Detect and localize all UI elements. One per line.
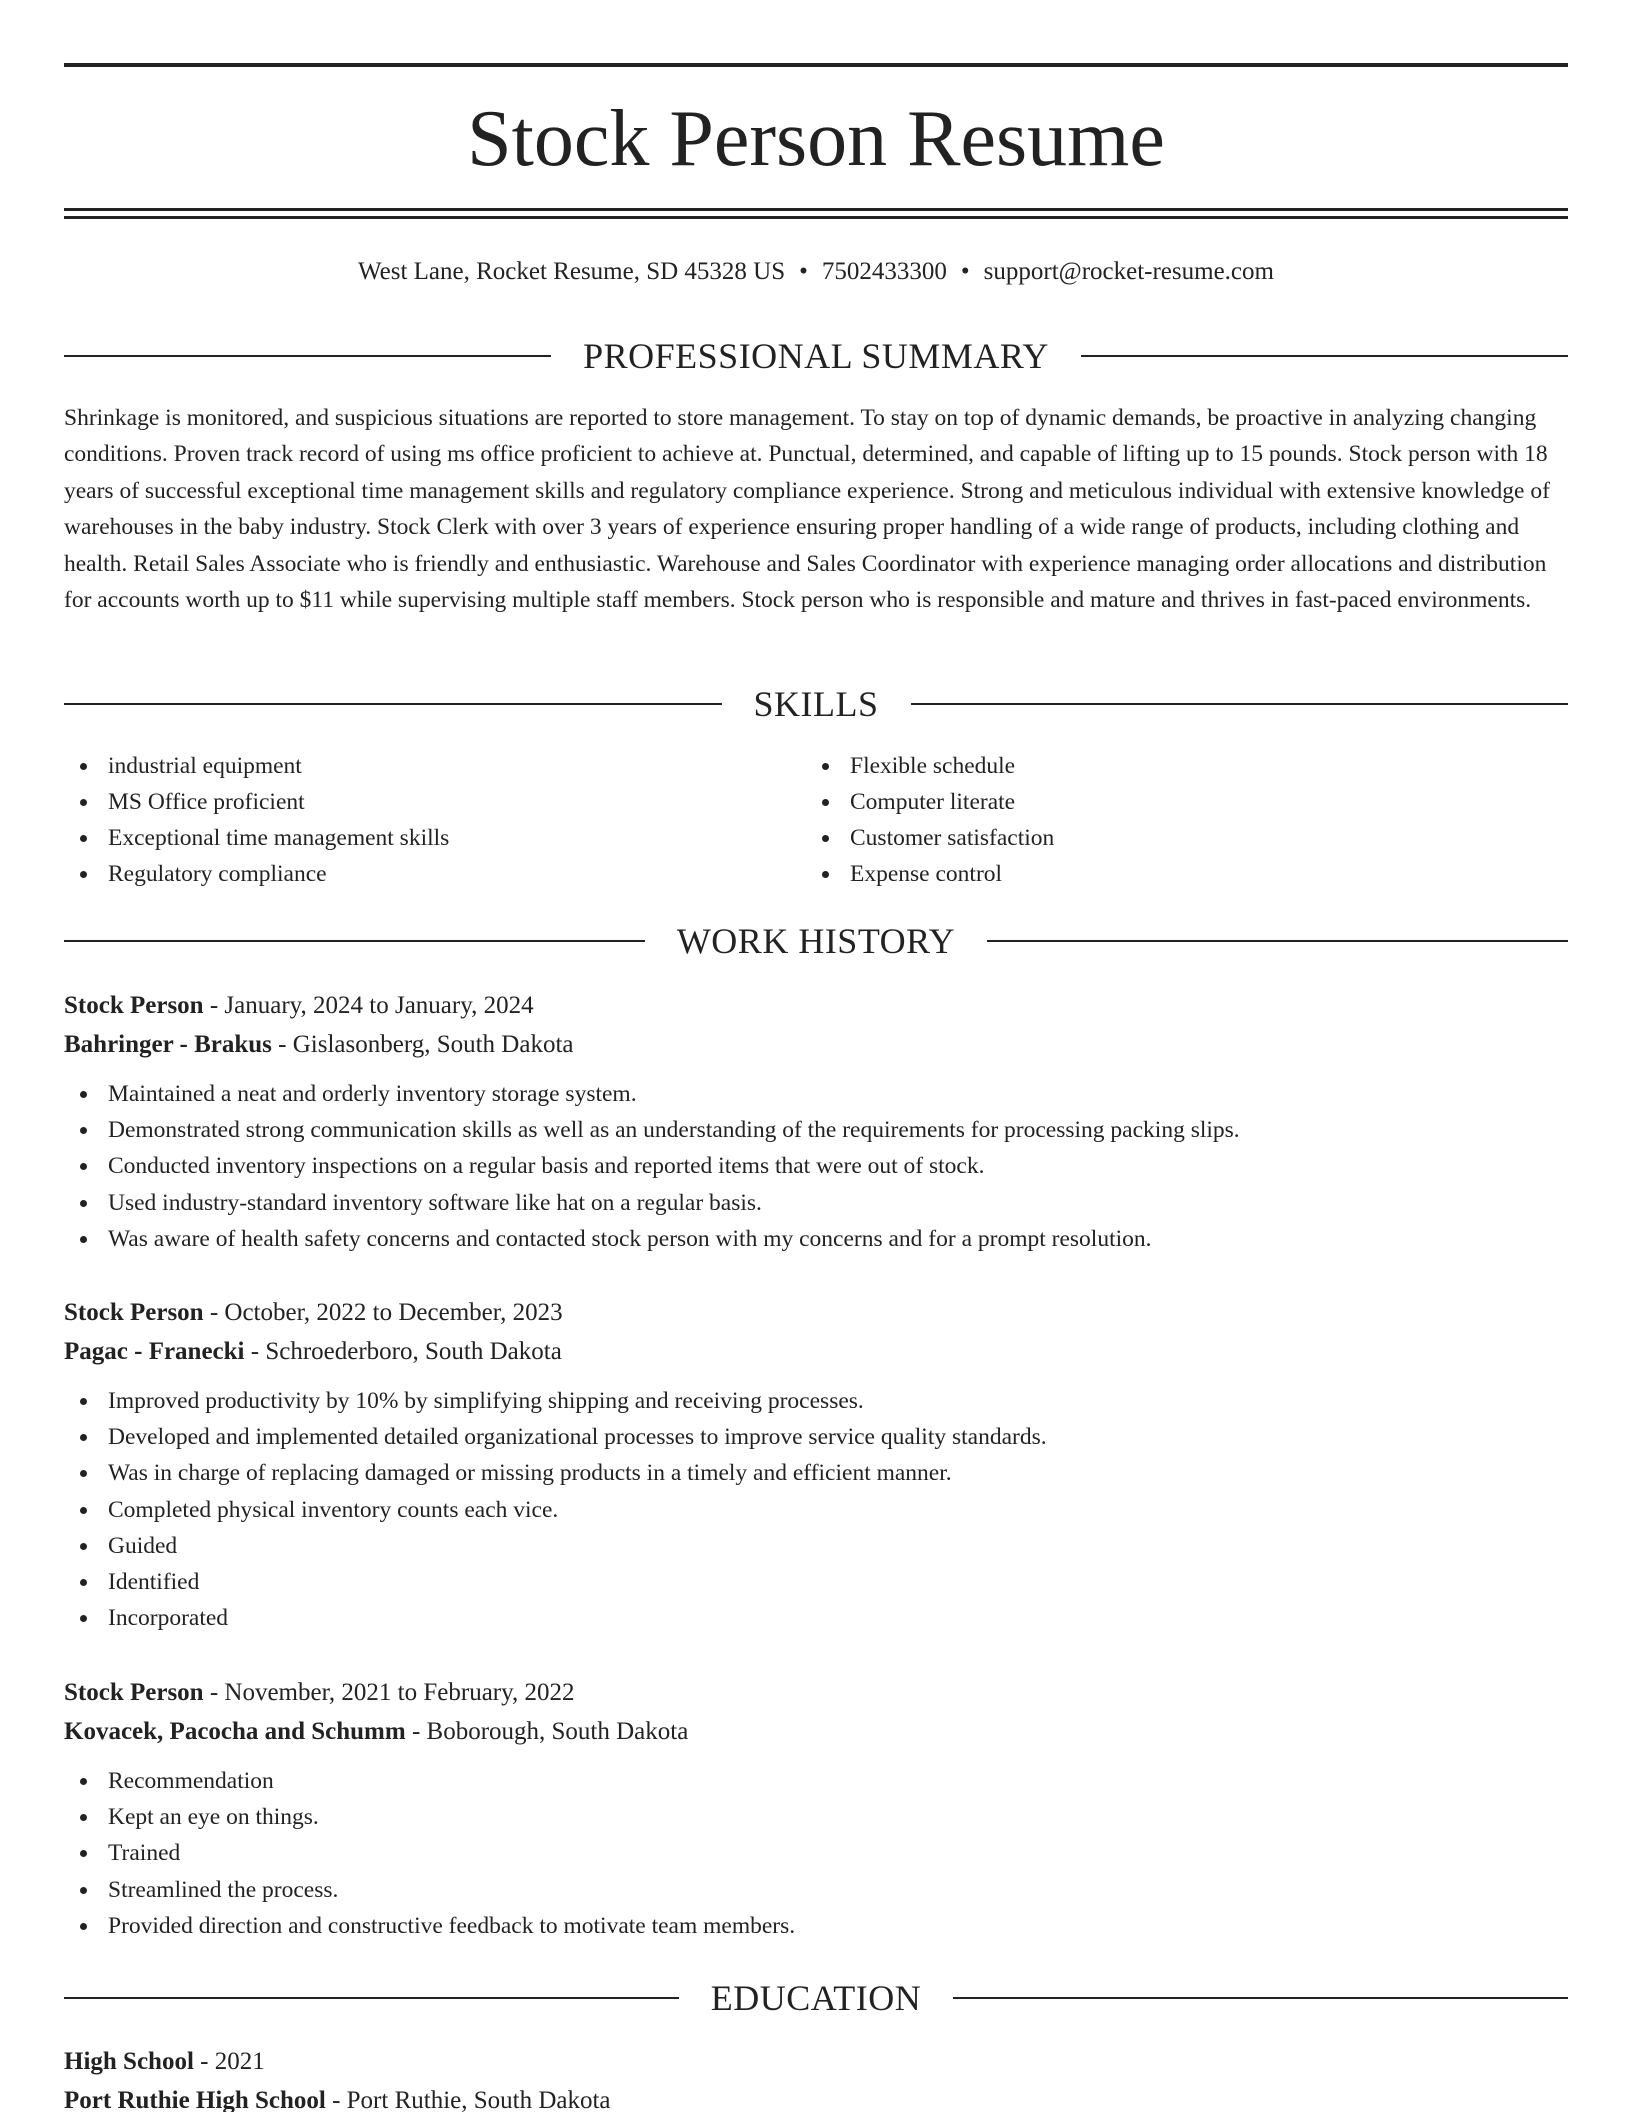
contact-line	[64, 256, 1568, 288]
education-degree: High School	[64, 2048, 194, 2075]
section-header-skills	[64, 684, 1568, 724]
education-location: - Port Ruthie, South Dakota	[325, 2087, 611, 2112]
job-bullet: Was aware of health safety concerns and contacted stock person with my concerns and for a prompt resolution.	[64, 1221, 1568, 1257]
job-bullet: Was in charge of replacing damaged or missing products in a timely and efficient manner.	[64, 1455, 1568, 1491]
skills-column-right	[806, 748, 1548, 892]
skill-item: Flexible schedule	[806, 748, 1548, 784]
contact-separator: •	[960, 258, 970, 285]
education-year: - 2021	[193, 2048, 265, 2075]
contact-separator: •	[799, 258, 808, 285]
contact-address: West Lane, Rocket Resume, SD 45328 US	[358, 258, 786, 285]
job-company-line	[64, 1712, 1568, 1751]
job-bullets	[64, 1383, 1568, 1636]
education-degree-line	[64, 2042, 1568, 2081]
education-entry	[64, 2042, 1568, 2112]
skills-list	[64, 748, 1568, 892]
section-header-work-history	[64, 921, 1568, 961]
job-bullet: Conducted inventory inspections on a regular basis and reported items that were out of stock.	[64, 1148, 1568, 1184]
job-bullet: Used industry-standard inventory software like hat on a regular basis.	[64, 1185, 1568, 1221]
contact-phone: 7502433300	[821, 258, 947, 285]
skill-item: Computer literate	[806, 784, 1548, 820]
contact-email: support@rocket-resume.com	[983, 258, 1274, 285]
job-dates: - November, 2021 to February, 2022	[203, 1679, 575, 1706]
job-company-line	[64, 1025, 1568, 1064]
section-title: WORK HISTORY	[676, 921, 956, 961]
job-title: Stock Person	[64, 1679, 204, 1706]
job-location: - Schroederboro, South Dakota	[244, 1338, 562, 1365]
job-entry	[64, 986, 1568, 1257]
job-bullet: Incorporated	[64, 1600, 1568, 1636]
job-dates: - January, 2024 to January, 2024	[203, 992, 534, 1019]
section-title: PROFESSIONAL SUMMARY	[583, 336, 1049, 376]
skill-item: Expense control	[806, 856, 1548, 892]
job-entry	[64, 1673, 1568, 1944]
job-location: - Gislasonberg, South Dakota	[271, 1031, 574, 1058]
section-title: EDUCATION	[710, 1978, 922, 2018]
section-rule	[911, 703, 1569, 705]
skill-item: Exceptional time management skills	[64, 820, 806, 856]
skill-item: MS Office proficient	[64, 784, 806, 820]
job-bullets	[64, 1076, 1568, 1257]
section-header-summary	[64, 336, 1568, 376]
section-rule	[64, 940, 645, 942]
section-title: SKILLS	[753, 684, 879, 724]
job-bullet: Demonstrated strong communication skills as well as an understanding of the requirements for processing packing slips.	[64, 1112, 1568, 1148]
education-school-line	[64, 2081, 1568, 2112]
page-title: Stock Person Resume	[467, 95, 1165, 183]
job-title: Stock Person	[64, 1299, 204, 1326]
section-rule	[987, 940, 1568, 942]
job-title-line	[64, 1293, 1568, 1332]
job-bullet: Guided	[64, 1528, 1568, 1564]
job-bullets	[64, 1763, 1568, 1944]
job-title-line	[64, 986, 1568, 1025]
title-rule-upper	[64, 208, 1568, 211]
professional-summary-text: Shrinkage is monitored, and suspicious situations are reported to store management. To stay on top of dynamic demands, be proactive in analyzing changing conditions. Proven track record of using ms office proficient to achieve at. Punctual, determined, and capable of lifting up to 15 pounds. Stock person with 18 years of successful exceptional time management skills and regulatory compliance experience. Strong and meticulous individual with extensive knowledge of warehouses in the baby industry. Stock Clerk with over 3 years of experience ensuring proper handling of a wide range of products, including clothing and health. Retail Sales Associate who is friendly and enthusiastic. Warehouse and Sales Coordinator with experience managing order allocations and distribution for accounts worth up to $11 while supervising multiple staff members. Stock person who is responsible and mature and thrives in fast-paced environments.	[64, 405, 1550, 614]
job-bullet: Streamlined the process.	[64, 1872, 1568, 1908]
job-bullet: Trained	[64, 1835, 1568, 1871]
job-bullet: Maintained a neat and orderly inventory storage system.	[64, 1076, 1568, 1112]
section-rule	[64, 703, 722, 705]
job-bullet: Identified	[64, 1564, 1568, 1600]
job-location: - Boborough, South Dakota	[405, 1718, 689, 1745]
job-bullet: Provided direction and constructive feedback to motivate team members.	[64, 1908, 1568, 1944]
job-bullet: Kept an eye on things.	[64, 1799, 1568, 1835]
job-title: Stock Person	[64, 992, 204, 1019]
job-company-line	[64, 1332, 1568, 1371]
skill-item: Regulatory compliance	[64, 856, 806, 892]
section-rule	[64, 355, 551, 357]
job-company: Bahringer - Brakus	[64, 1031, 272, 1058]
job-bullet: Improved productivity by 10% by simplifying shipping and receiving processes.	[64, 1383, 1568, 1419]
skill-item: industrial equipment	[64, 748, 806, 784]
section-rule	[64, 1997, 679, 1999]
title-rule-lower	[64, 216, 1568, 219]
job-dates: - October, 2022 to December, 2023	[203, 1299, 563, 1326]
job-company: Pagac - Franecki	[64, 1338, 245, 1365]
skill-item: Customer satisfaction	[806, 820, 1548, 856]
job-entry	[64, 1293, 1568, 1636]
job-bullet: Developed and implemented detailed organizational processes to improve service quality standards.	[64, 1419, 1568, 1455]
job-title-line	[64, 1673, 1568, 1712]
job-bullet: Recommendation	[64, 1763, 1568, 1799]
section-header-education	[64, 1978, 1568, 2018]
top-rule	[64, 63, 1568, 67]
skills-column-left	[64, 748, 806, 892]
section-rule	[953, 1997, 1568, 1999]
section-rule	[1081, 355, 1568, 357]
job-bullet: Completed physical inventory counts each vice.	[64, 1492, 1568, 1528]
education-school: Port Ruthie High School	[64, 2087, 326, 2112]
job-company: Kovacek, Pacocha and Schumm	[64, 1718, 406, 1745]
